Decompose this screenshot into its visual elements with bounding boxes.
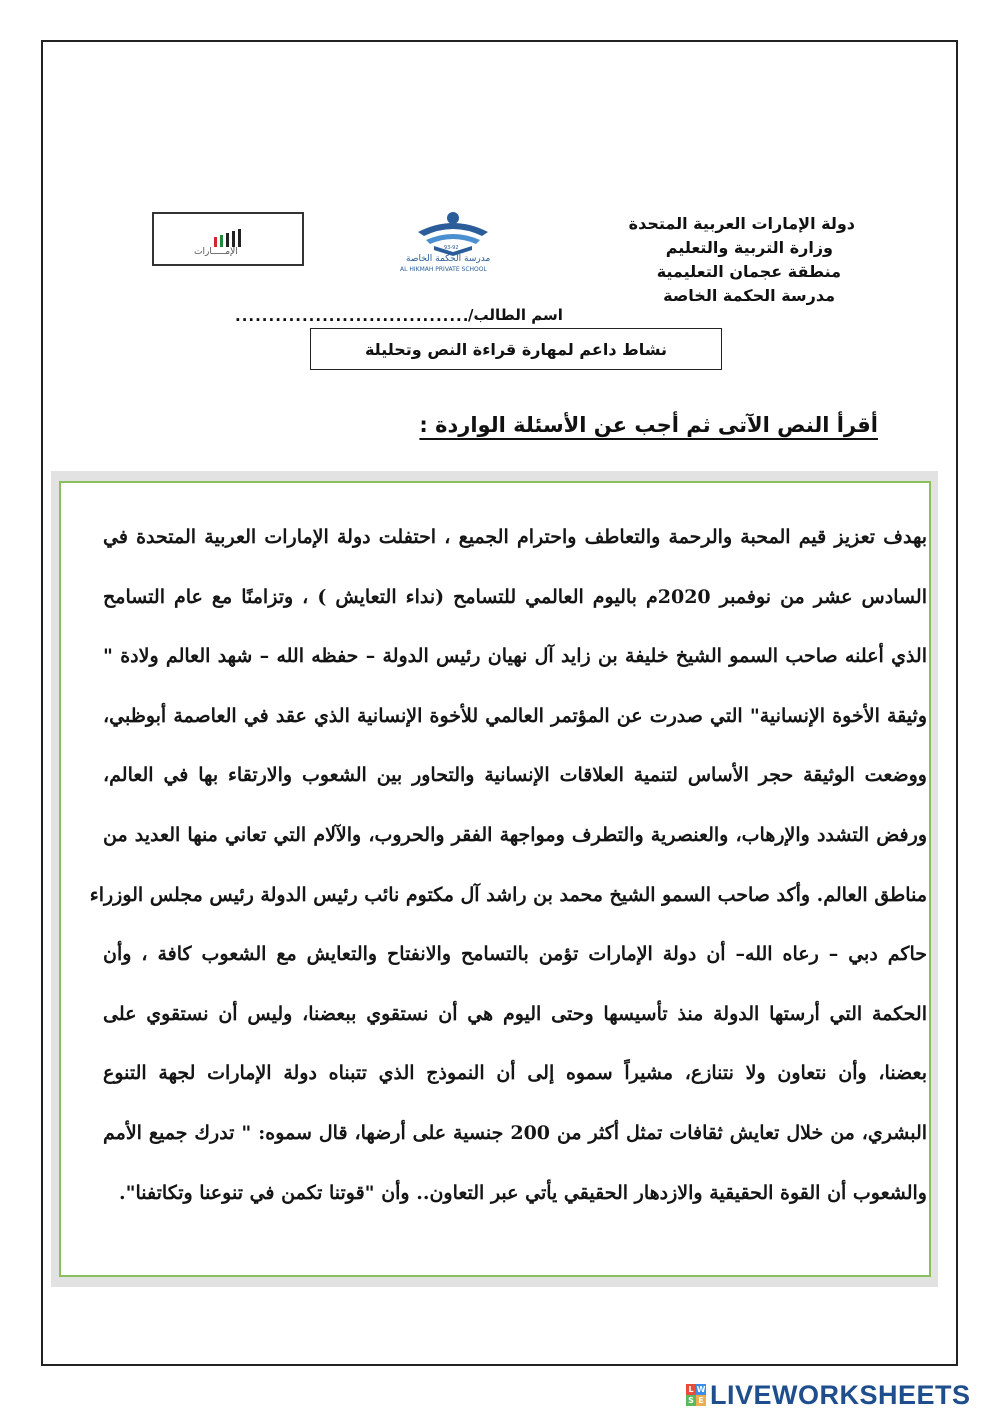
activity-title: نشاط داعم لمهارة قراءة النص وتحليلة [364, 339, 668, 359]
passage-line: بعضنا، وأن نتعاون ولا نتنازع، مشيراً سموه إلى أن النموذج الذي تتبناه دولة الإمارات لجهة التنوع [103, 1062, 927, 1085]
header-school: مدرسة الحكمة الخاصة [663, 286, 835, 305]
school-header [555, 212, 855, 308]
passage-line: ورفض التشدد والإرهاب، والعنصرية والتطرف ومواجهة الفقر والحروب، والآلام التي تعاني منها العديد من [103, 823, 927, 846]
passage-line: الحكمة التي أرستها الدولة منذ تأسيسها وحتى اليوم هي أن نستقوي ببعضنا، وليس أن نستقوي على [103, 1002, 927, 1025]
watermark-text: LIVEWORKSHEETS [710, 1379, 971, 1410]
passage-line: مناطق العالم. وأكد صاحب السمو الشيخ محمد بن راشد آل مكتوم نائب رئيس الدولة رئيس مجلس الوزراء [89, 883, 927, 906]
passage-line: الذي أعلنه صاحب السمو الشيخ خليفة بن زايد آل نهيان رئيس الدولة – حفظه الله – شهد العالم ولادة " [103, 645, 927, 668]
header-zone: منطقة عجمان التعليمية [656, 262, 841, 281]
school-logo-name-en: AL HIKMAH PRIVATE SCHOOL [400, 266, 487, 273]
school-logo-name-ar: مدرسة الحكمة الخاصة [406, 254, 491, 264]
activity-title-box [310, 328, 722, 370]
ministry-logo-text: الإمـــــارات [194, 247, 238, 257]
passage-line: بهدف تعزيز قيم المحبة والرحمة والتعاطف واحترام الجميع ، احتفلت دولة الإمارات العربية المتحدة في [103, 526, 927, 548]
liveworksheets-logo-icon: L W S E [686, 1384, 706, 1406]
student-name-blank[interactable]: ................................... [235, 307, 470, 325]
liveworksheets-watermark [686, 1380, 971, 1410]
passage-line: ووضعت الوثيقة حجر الأساس لتنمية العلاقات الإنسانية والتحاور بين الشعوب والارتقاء بها في العالم، [103, 764, 927, 787]
passage-line: والشعوب أن القوة الحقيقية والازدهار الحقيقي يأتي عبر التعاون.. وأن "قوتنا تكمن في تنوعنا وتكاتفنا". [118, 1181, 927, 1204]
header-ministry: وزارة التربية والتعليم [665, 238, 833, 257]
uae-ministry-logo [152, 212, 304, 266]
header-country: دولة الإمارات العربية المتحدة [628, 214, 855, 233]
passage-line: وثيقة الأخوة الإنسانية" التي صدرت عن المؤتمر العالمي للأخوة الإنسانية الذي عقد في العاصمة أبوظبي، [103, 704, 927, 727]
reading-passage [89, 508, 928, 1223]
uae-flag-bars-icon [212, 228, 252, 248]
school-number: 93-92 [444, 245, 459, 251]
instruction-heading: أقرأ النص الآتى ثم أجب عن الأسئلة الواردة : [419, 413, 878, 437]
passage-line: السادس عشر من نوفمبر 2020م باليوم العالمي للتسامح (نداء التعايش ) ، وتزامنًا مع عام التسامح [103, 585, 928, 608]
passage-line: حاكم دبي – رعاه الله– أن دولة الإمارات تؤمن بالتسامح والانفتاح والتعايش مع الشعوب كافة ، وأن [103, 943, 927, 966]
student-name-label: اسم الطالب/ [468, 306, 563, 324]
passage-line: البشري، من خلال تعايش ثقافات تمثل أكثر من 200 جنسية على أرضها، قال سموه: " تدرك جميع الأمم [103, 1121, 928, 1144]
